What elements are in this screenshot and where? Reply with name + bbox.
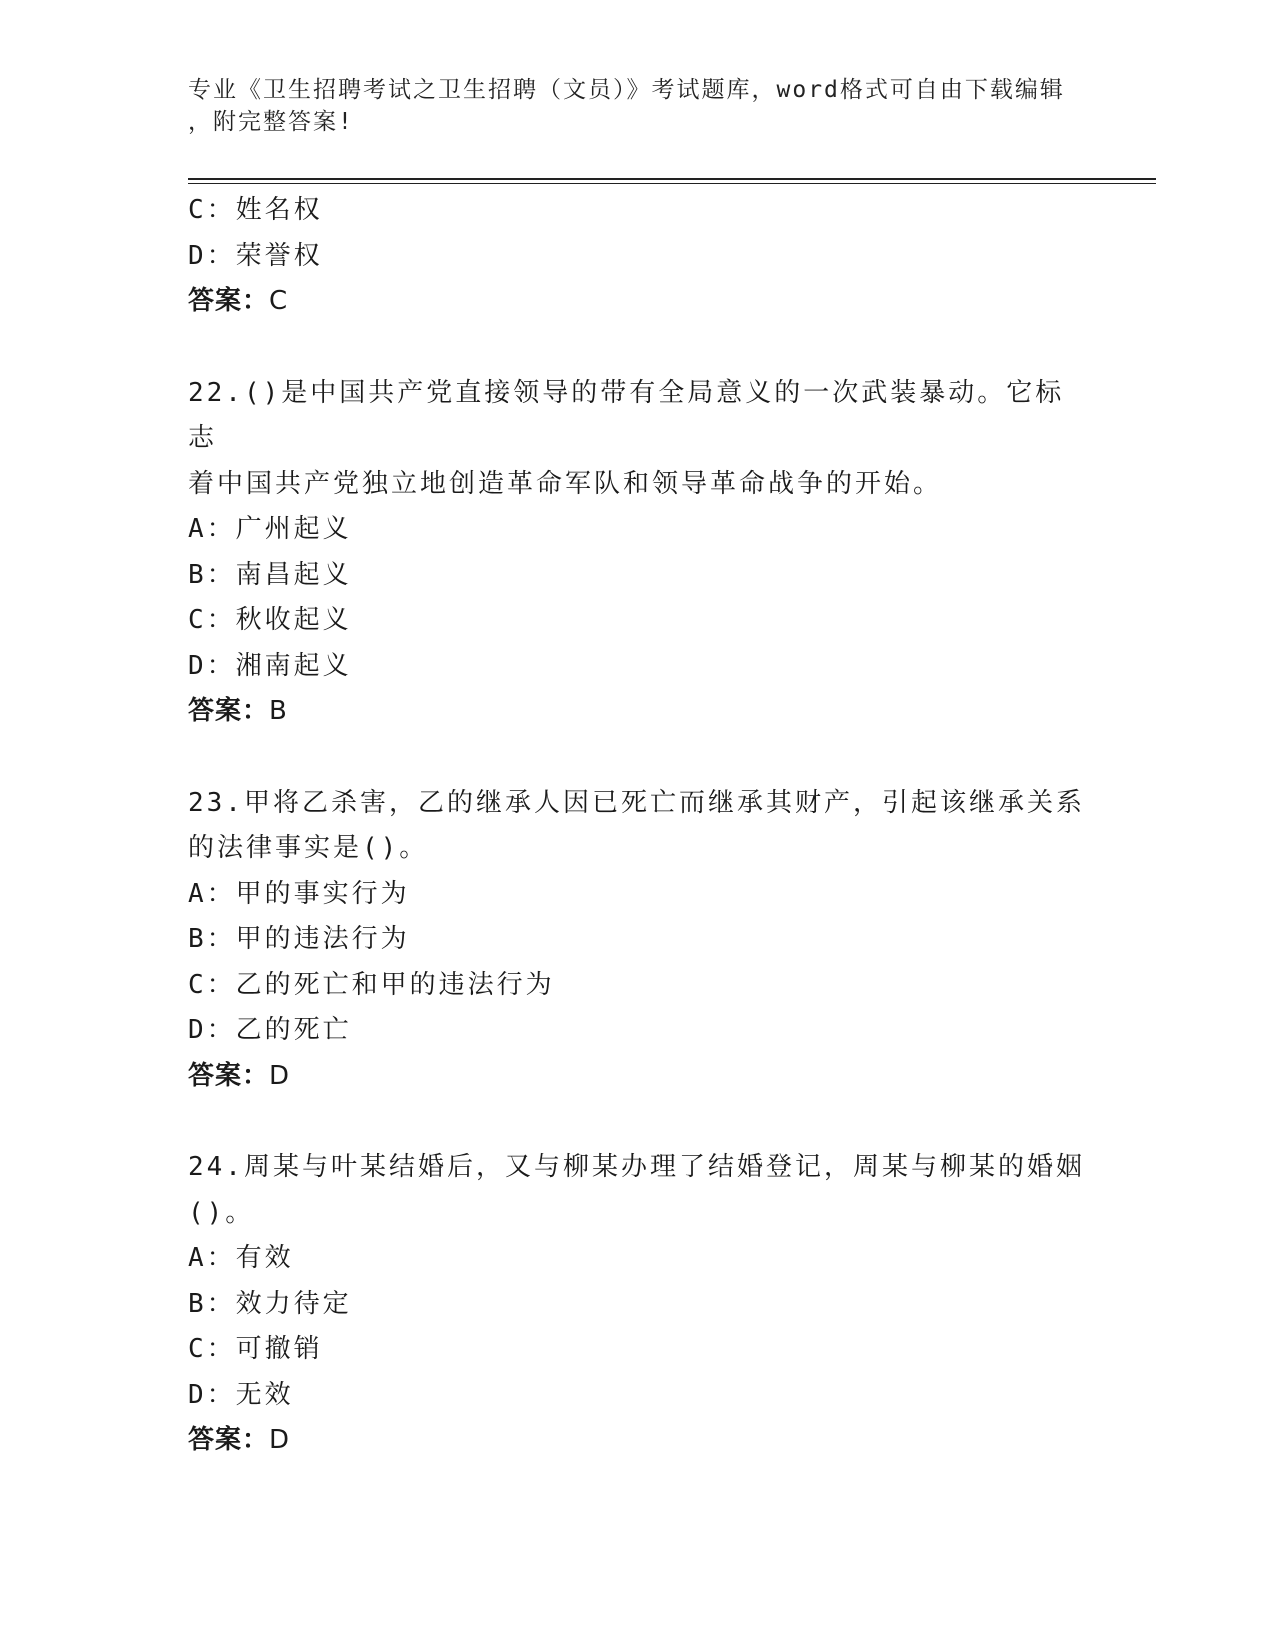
question-text-line: 23.甲将乙杀害，乙的继承人因已死亡而继承其财产，引起该继承关系 [188, 787, 1085, 818]
header-divider-thick [188, 178, 1156, 180]
question-text-line: 24.周某与叶某结婚后，又与柳某办理了结婚登记，周某与柳某的婚姻 [188, 1152, 1085, 1182]
option-c: C：可撤销 [188, 1334, 323, 1364]
answer-value: C [269, 286, 289, 316]
option-d: D：乙的死亡 [188, 1015, 352, 1045]
header-line-1: 专业《卫生招聘考试之卫生招聘（文员）》考试题库，word格式可自由下载编辑 [188, 77, 1065, 103]
header-line-2: ，附完整答案! [188, 109, 354, 135]
answer-value: B [269, 696, 288, 726]
answer-label: 答案： [188, 286, 270, 316]
question-text-line: 着中国共产党独立地创造革命军队和领导革命战争的开始。 [188, 468, 943, 499]
question-23 [188, 781, 1088, 1100]
option-b: B：效力待定 [188, 1288, 352, 1319]
spacer [188, 735, 1088, 781]
question-text-line: ()。 [188, 1197, 255, 1228]
answer-line [188, 1054, 1088, 1100]
question-text-line: 的法律事实是()。 [188, 833, 429, 863]
spacer [188, 325, 1088, 371]
answer-label: 答案： [188, 696, 270, 726]
question-content [188, 188, 1088, 1464]
answer-label: 答案： [188, 1425, 270, 1455]
prev-question-block [188, 188, 1088, 325]
option-a: A：有效 [188, 1243, 294, 1273]
option-a: A：甲的事实行为 [188, 878, 410, 909]
option-b: B：南昌起义 [188, 559, 352, 590]
option-d: D：湘南起义 [188, 650, 352, 681]
answer-value: D [269, 1060, 291, 1091]
question-text-line: 22.()是中国共产党直接领导的带有全局意义的一次武装暴动。它标志 [188, 377, 1065, 453]
option-d: D：荣誉权 [188, 240, 323, 271]
option-b: B：甲的违法行为 [188, 924, 410, 954]
header-divider-thin [188, 183, 1156, 184]
spacer [188, 1099, 1088, 1145]
question-22 [188, 371, 1088, 735]
option-d: D：无效 [188, 1379, 294, 1410]
question-24 [188, 1145, 1088, 1464]
option-c: C：乙的死亡和甲的违法行为 [188, 969, 555, 1000]
option-a: A：广州起义 [188, 514, 352, 544]
answer-label: 答案： [188, 1060, 270, 1091]
answer-value: D [269, 1425, 291, 1455]
answer-line [188, 689, 1088, 735]
option-c: C：姓名权 [188, 195, 323, 225]
answer-line [188, 279, 1088, 325]
answer-line [188, 1418, 1088, 1464]
option-c: C：秋收起义 [188, 605, 352, 635]
page-header [188, 74, 1088, 138]
